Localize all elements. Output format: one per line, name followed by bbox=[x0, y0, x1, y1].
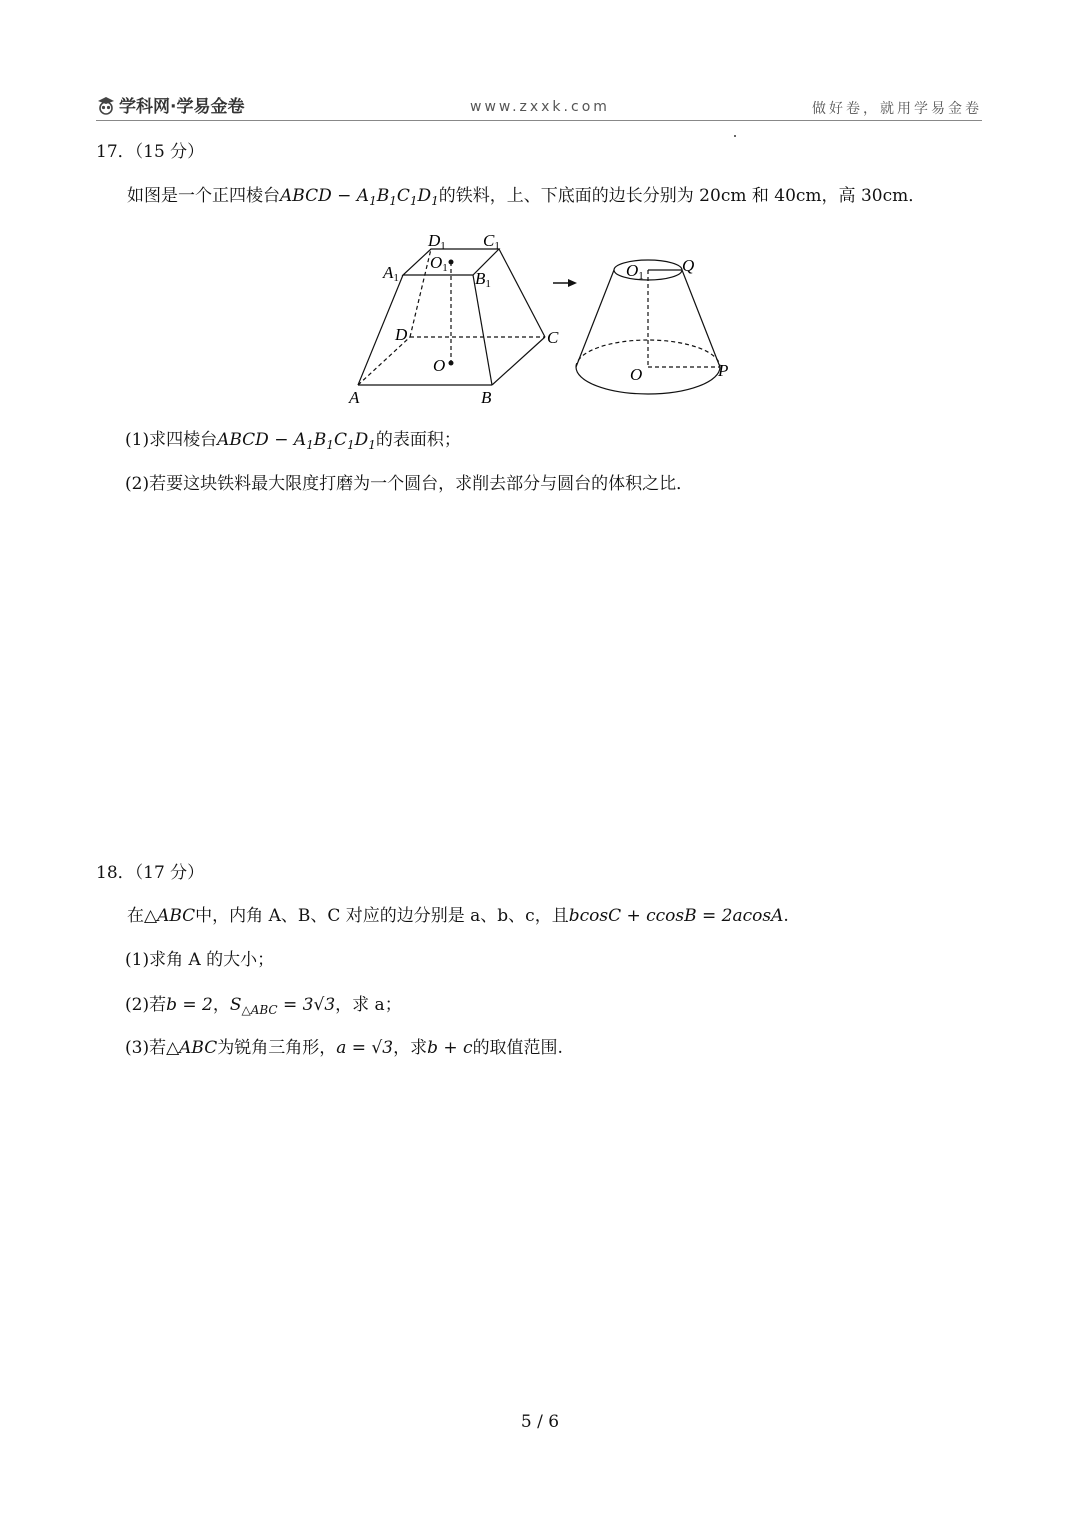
label-cone-o1: O1 bbox=[626, 261, 644, 282]
label-a1: A1 bbox=[383, 263, 399, 284]
header-slogan: 做好卷，就用学易金卷 bbox=[812, 101, 982, 117]
label-a: A bbox=[349, 388, 360, 407]
point-o1 bbox=[449, 260, 454, 265]
label-cone-o: O bbox=[630, 365, 643, 384]
q17-stem-math: ABCD − $A_1B_1C_1D_1$ bbox=[280, 186, 439, 208]
q17-number: 17．（15 分） bbox=[96, 142, 205, 162]
label-o1: O1 bbox=[430, 253, 448, 274]
page-number: 5 / 6 bbox=[520, 1412, 560, 1432]
label-b1: B1 bbox=[475, 269, 491, 290]
label-c: C bbox=[547, 328, 559, 347]
label-c1: C1 bbox=[483, 231, 500, 252]
cone-frustum-diagram bbox=[576, 260, 720, 394]
q17-part1-math: ABCD − $A_1B_1C_1D_1$ bbox=[217, 430, 376, 452]
q17-stem-text: 如图是一个正四棱台 bbox=[127, 186, 280, 206]
stray-dot bbox=[734, 135, 736, 137]
site-url: www.zxxk.com bbox=[470, 99, 610, 115]
q18-stem: 在△ABC中，内角 A、B、C 对应的边分别是 a、b、c，且bcosC + ccosB = 2acosA. bbox=[127, 906, 789, 926]
brand-logo bbox=[96, 92, 244, 117]
point-o bbox=[449, 361, 454, 366]
logo-text: 学科网·学易金卷 bbox=[119, 97, 245, 117]
q17-figure bbox=[340, 226, 740, 411]
right-arrow-icon bbox=[553, 279, 577, 287]
q18-part3: (3)若△ABC为锐角三角形，a = √3，求b + c的取值范围. bbox=[125, 1038, 563, 1058]
label-d: D bbox=[395, 325, 408, 344]
page-header bbox=[96, 92, 982, 122]
q17-part2: (2)若要这块铁料最大限度打磨为一个圆台，求削去部分与圆台的体积之比． bbox=[125, 474, 694, 494]
q17-stem bbox=[127, 184, 925, 208]
label-q: Q bbox=[682, 256, 695, 275]
q18-part2: (2)若b = 2，$S_{\triangle ABC} = 3√3$，求 a； bbox=[125, 995, 402, 1017]
q18-number: 18．（17 分） bbox=[96, 863, 205, 883]
label-o: O bbox=[433, 356, 446, 375]
q17-part1: (1)求四棱台ABCD − $A_1B_1C_1D_1$的表面积； bbox=[125, 430, 461, 452]
label-d1: D1 bbox=[428, 231, 446, 252]
q17-stem-tail: 的铁料，上、下底面的边长分别为 20cm 和 40cm，高 30cm． bbox=[438, 186, 926, 206]
header-divider bbox=[96, 120, 982, 121]
label-p: P bbox=[718, 361, 729, 380]
label-b: B bbox=[481, 388, 492, 407]
owl-logo-icon bbox=[96, 95, 116, 115]
q18-equation: bcosC + ccosB = 2acosA bbox=[568, 906, 784, 926]
q18-part1: (1)求角 A 的大小； bbox=[125, 950, 275, 970]
